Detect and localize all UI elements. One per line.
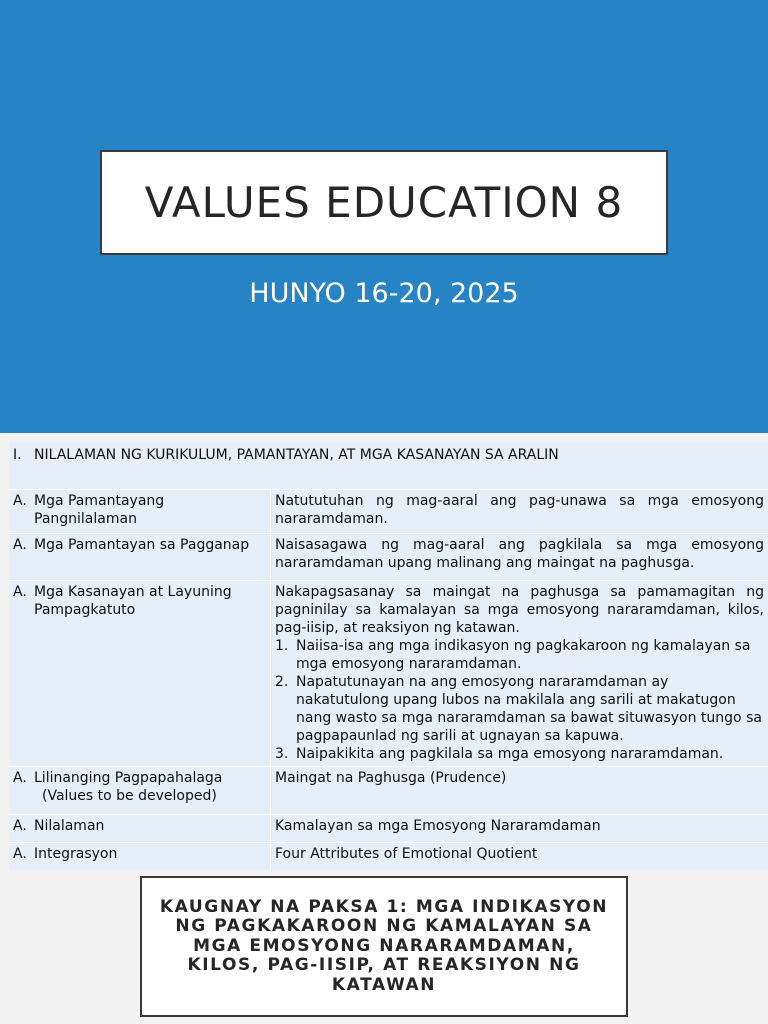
row-label-cell — [9, 490, 271, 533]
row-label: Mga Pamantayan sa Pagganap — [34, 537, 250, 553]
list-number: 3. — [275, 746, 289, 762]
row-label-cell — [9, 581, 271, 766]
related-topic-box — [140, 876, 628, 1017]
table-row — [9, 842, 768, 870]
section-heading-cell — [9, 442, 768, 489]
title-box — [100, 150, 668, 255]
table-row — [9, 814, 768, 842]
row-label-line: Lilinanging Pagpapahalaga — [34, 770, 223, 786]
list-text: Napatutunayan na ang emosyong nararamdaman ay nakatutulong upang lubos na makilala ang sarili at makatugon nang wasto sa mga nararamdaman sa bawat situwasyon tungo sa pagpapaunlad ng sarili at ugnayan sa kapuwa. — [296, 674, 762, 744]
table-row — [9, 489, 768, 533]
row-label-cell — [9, 815, 271, 842]
section-heading-row — [9, 442, 768, 489]
row-label-cell — [9, 843, 271, 870]
row-label — [34, 583, 266, 619]
list-number: 1. — [275, 638, 289, 654]
list-item — [275, 745, 764, 763]
row-label — [34, 492, 266, 528]
table-row — [9, 580, 768, 766]
row-value-cell — [271, 815, 768, 842]
row-value: Four Attributes of Emotional Quotient — [275, 846, 538, 862]
page-title: VALUES EDUCATION 8 — [144, 178, 624, 227]
learning-outcomes-list — [275, 637, 764, 763]
row-marker: A. — [13, 537, 27, 553]
row-marker: A. — [13, 846, 27, 862]
row-value-cell — [271, 767, 768, 814]
title-banner — [0, 0, 768, 433]
row-label — [34, 769, 266, 805]
row-label-line: Mga Kasanayan at Layuning — [34, 584, 232, 600]
row-value-cell — [271, 581, 768, 766]
table-row — [9, 766, 768, 814]
date-subtitle: HUNYO 16-20, 2025 — [249, 278, 519, 309]
row-label-cell — [9, 534, 271, 580]
section-marker: I. — [13, 447, 22, 463]
list-item — [275, 673, 764, 745]
list-number: 2. — [275, 674, 289, 690]
row-label-cell — [9, 767, 271, 814]
related-topic-title: KAUGNAY NA PAKSA 1: MGA INDIKASYON NG PAGKAKAROON NG KAMALAYAN SA MGA EMOSYONG NARARAMDAMAN, KILOS, PAG-IISIP, AT REAKSIYON NG KATAWAN — [159, 896, 609, 995]
row-marker: A. — [13, 584, 27, 600]
list-item — [275, 637, 764, 673]
row-value: Nakapagsasanay sa maingat na paghusga sa pamamagitan ng pagninilay sa kamalayan sa mga emosyong nararamdaman, kilos, pag-iisip, at reaksiyon ng katawan. — [275, 584, 764, 636]
list-text: Naiisa-isa ang mga indikasyon ng pagkakaroon ng kamalayan sa mga emosyong nararamdaman. — [296, 638, 751, 672]
row-value-cell — [271, 843, 768, 870]
row-label-line: Pampagkatuto — [34, 602, 136, 618]
row-value: Naisasagawa ng mag-aaral ang pagkilala sa mga emosyong nararamdaman upang malinang ang maingat na paghusga. — [275, 537, 764, 571]
row-label: Nilalaman — [34, 818, 105, 834]
row-label-line: Mga Pamantayang — [34, 493, 165, 509]
row-marker: A. — [13, 818, 27, 834]
section-heading: NILALAMAN NG KURIKULUM, PAMANTAYAN, AT MGA KASANAYAN SA ARALIN — [34, 447, 559, 463]
row-value: Natututuhan ng mag-aaral ang pag-unawa sa mga emosyong nararamdaman. — [275, 493, 764, 527]
row-value: Kamalayan sa mga Emosyong Nararamdaman — [275, 818, 601, 834]
curriculum-table — [9, 442, 768, 870]
list-text: Naipakikita ang pagkilala sa mga emosyong nararamdaman. — [296, 746, 724, 762]
row-label-line: Pangnilalaman — [34, 511, 137, 527]
row-value-cell — [271, 534, 768, 580]
row-label: Integrasyon — [34, 846, 118, 862]
row-value: Maingat na Paghusga (Prudence) — [275, 770, 507, 786]
table-row — [9, 533, 768, 580]
row-marker: A. — [13, 493, 27, 509]
row-label-line: (Values to be developed) — [42, 788, 217, 804]
row-marker: A. — [13, 770, 27, 786]
row-value-cell — [271, 490, 768, 533]
